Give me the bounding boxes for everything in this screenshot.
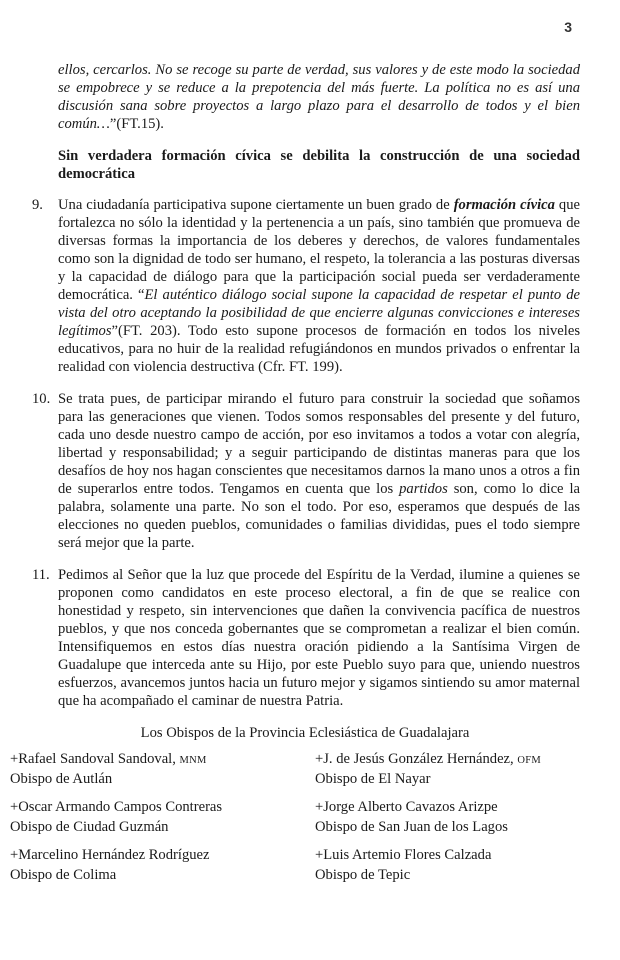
item-emphasis: formación cívica (453, 197, 555, 213)
item-quote: El auténtico diálogo social supone la capacidad de respetar el punto de vista del otro aceptando la posibilidad de que encierre algunas convicciones e intereses legítimos (58, 287, 580, 339)
signature (10, 750, 315, 788)
signatory-name: +Rafael Sandoval Sandoval, (10, 751, 180, 767)
signatory-name-line (315, 798, 590, 818)
item-text: son, como lo dice la palabra, solamente una parte. No son el todo. Por eso, esperamos que después de las elecciones no queden pueblos, comunidades o familias divididas, pues el todo siempre será mejor que la parte. (58, 481, 580, 551)
closing-text: Los Obispos de la Provincia Eclesiástica de Guadalajara (140, 725, 470, 741)
item-body (58, 196, 580, 376)
signatory-name: +Marcelino Hernández Rodríguez (10, 847, 210, 863)
item-text: que fortalezca no sólo la identidad y la pertenencia a un país, sino también que promueva de diversas formas la importancia de los deberes y derechos, de valores fundamentales como son la dignidad de todo ser humano, el respeto, la tolerancia a las posturas diversas y la capacidad de diálogo para que la participación social pueda ser verdaderamente democrática. “ (58, 197, 581, 303)
intro-quote-text: ellos, cercarlos. No se recoge su parte de verdad, sus valores y de este modo la sociedad se empobrece y se reduce a la prepotencia del más fuerte. La política no es así una discusión sana sobre proyectos a largo plazo para el desarrollo de todos y el bien común… (58, 62, 580, 132)
signatory-name-line (315, 750, 590, 770)
item-emphasis: partidos (399, 481, 448, 497)
signatory-name: +Luis Artemio Flores Calzada (315, 847, 492, 863)
signatory-name: +Oscar Armando Campos Contreras (10, 799, 223, 815)
item-number: 10. (32, 391, 51, 407)
signatory-name: +Jorge Alberto Cavazos Arizpe (315, 799, 498, 815)
numbered-item-10 (32, 390, 580, 552)
item-body (58, 566, 580, 710)
signature (315, 750, 590, 788)
signature-block (10, 750, 590, 884)
signature (315, 846, 590, 884)
intro-quote-paragraph (58, 61, 580, 133)
item-text: ”(FT. 203). Todo esto supone procesos de formación en todos los niveles educativos, para no huir de la realidad refugiándonos en mundos privados o enfrentar la realidad con violencia destructiva (Cfr. FT. 199). (58, 323, 580, 375)
signatory-title: Obispo de San Juan de los Lagos (315, 819, 508, 835)
numbered-item-9 (32, 196, 580, 376)
closing-line (0, 724, 620, 742)
signatory-title: Obispo de El Nayar (315, 771, 431, 787)
item-number: 11. (32, 567, 50, 583)
numbered-item-11 (32, 566, 580, 710)
item-number: 9. (32, 197, 43, 213)
signatory-title: Obispo de Ciudad Guzmán (10, 819, 169, 835)
signatory-name-line (10, 798, 315, 818)
signatory-name-line (315, 846, 590, 866)
signature (10, 798, 315, 836)
signatory-title: Obispo de Colima (10, 867, 117, 883)
signatory-order: MNM (179, 755, 207, 766)
intro-citation: ”(FT.15). (109, 116, 164, 132)
signature (10, 846, 315, 884)
item-text: Se trata pues, de participar mirando el futuro para construir la sociedad que soñamos para las generaciones que vienen. Todos somos responsables del presente y del futuro, cada uno desde nuestro campo de acción, por eso invitamos a todos a votar con alegría, libertad y responsabilidad; y a seguir participando de distintas maneras para que los desafíos de hoy nos hagan conscientes que necesitamos darnos la mano unos a otros a fin de superarlos entre todos. Tengamos en cuenta que los (58, 391, 580, 497)
signatory-name: +J. de Jesús González Hernández, (315, 751, 518, 767)
signature (315, 798, 590, 836)
item-text: Una ciudadanía participativa supone ciertamente un buen grado de (58, 197, 454, 213)
signatory-name-line (10, 846, 315, 866)
signatory-order: OFM (517, 755, 542, 766)
section-heading: Sin verdadera formación cívica se debilita la construcción de una sociedad democrática (58, 148, 580, 182)
page-number: 3 (564, 19, 572, 35)
item-text: Pedimos al Señor que la luz que procede del Espíritu de la Verdad, ilumine a quienes se proponen como candidatos en este proceso electoral, a fin de que se realice con honestidad y respeto, sin intervenciones que dañen la convivencia pacífica de nuestros pueblos, y que nos conceda gobernantes que se comprometan a realizar el bien común. Intensifiquemos en estos días nuestra oración pidiendo a la Santísima Virgen de Guadalupe que interceda ante su Hijo, por este Pueblo suyo para que, uniendo nuestros esfuerzos, avancemos juntos hacia un futuro mejor y sigamos sintiendo su amor maternal que ha acompañado el caminar de nuestra Patria. (58, 567, 580, 709)
signatory-name-line (10, 750, 315, 770)
item-body (58, 390, 580, 552)
signatory-title: Obispo de Autlán (10, 771, 113, 787)
signatory-title: Obispo de Tepic (315, 867, 411, 883)
